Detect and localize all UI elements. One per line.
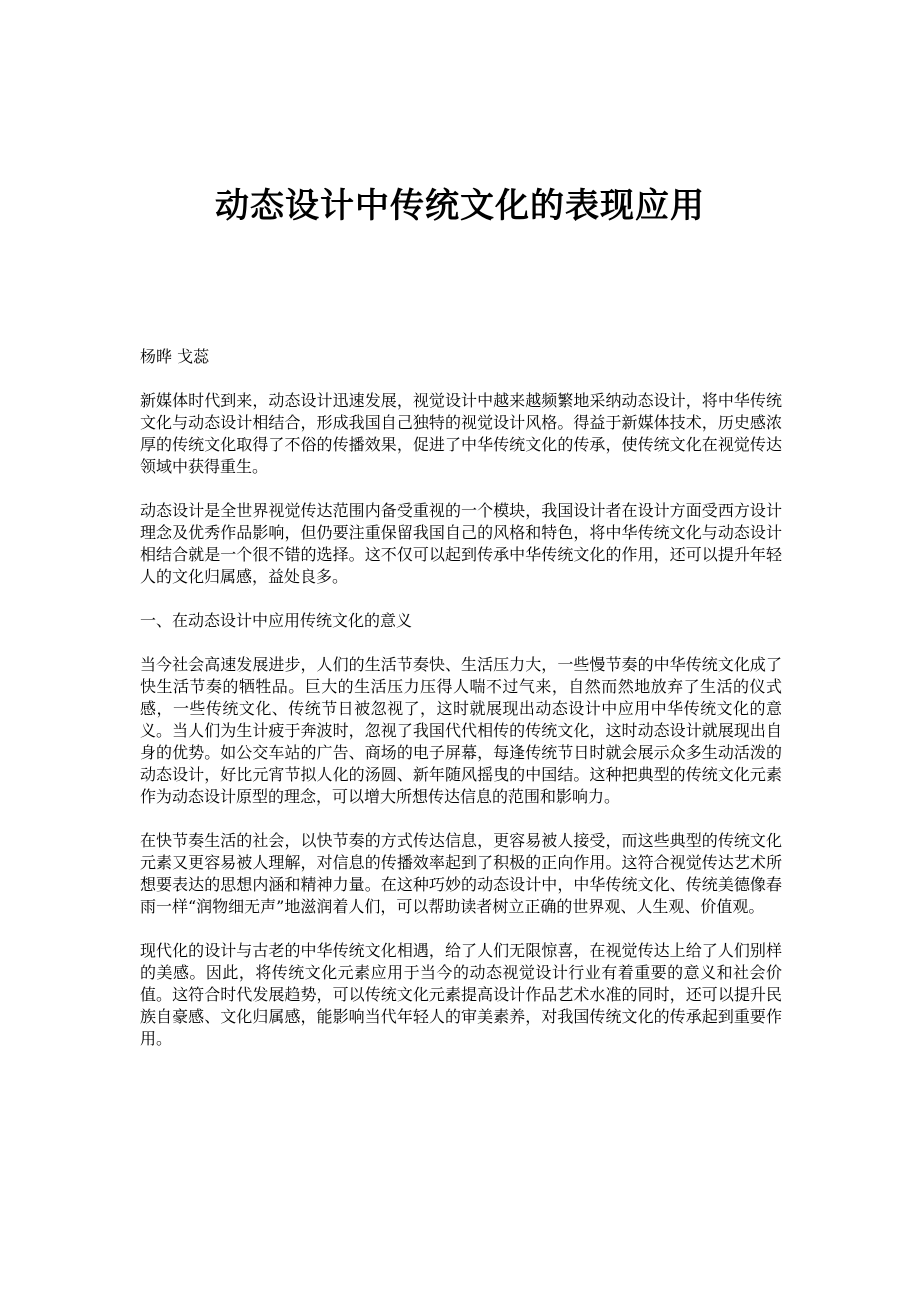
article-body [140, 346, 782, 1072]
page-title: 动态设计中传统文化的表现应用 [215, 186, 705, 226]
section-heading: 一、在动态设计中应用传统文化的意义 [140, 611, 413, 630]
paragraph: 当今社会高速发展进步，人们的生活节奏快、生活压力大，一些慢节奏的中华传统文化成了快生活节奏的牺牲品。巨大的生活压力压得人喘不过气来，自然而然地放弃了生活的仪式感，一些传统文化、传统节日被忽视了，这时就展现出动态设计中应用中华传统文化的意义。当人们为生计疲于奔波时，忽视了我国代代相传的传统文化，这时动态设计就展现出自身的优势。如公交车站的广告、商场的电子屏幕，每逢传统节日时就会展示众多生动活泼的动态设计，好比元宵节拟人化的汤圆、新年随风摇曳的中国结。这种把典型的传统文化元素作为动态设计原型的理念，可以增大所想传达信息的范围和影响力。 [140, 655, 782, 806]
paragraph: 在快节奏生活的社会，以快节奏的方式传达信息，更容易被人接受，而这些典型的传统文化元素又更容易被人理解，对信息的传播效率起到了积极的正向作用。这符合视觉传达艺术所想要表达的思想内涵和精神力量。在这种巧妙的动态设计中，中华传统文化、传统美德像春雨一样“润物细无声”地滋润着人们，可以帮助读者树立正确的世界观、人生观、价值观。 [140, 831, 782, 916]
paragraph: 新媒体时代到来，动态设计迅速发展，视觉设计中越来越频繁地采纳动态设计，将中华传统文化与动态设计相结合，形成我国自己独特的视觉设计风格。得益于新媒体技术，历史感浓厚的传统文化取得了不俗的传播效果，促进了中华传统文化的传承，使传统文化在视觉传达领域中获得重生。 [140, 391, 782, 476]
author-line: 杨晔 戈蕊 [140, 347, 210, 366]
paragraph: 现代化的设计与古老的中华传统文化相遇，给了人们无限惊喜，在视觉传达上给了人们别样的美感。因此，将传统文化元素应用于当今的动态视觉设计行业有着重要的意义和社会价值。这符合时代发展趋势，可以传统文化元素提高设计作品艺术水准的同时，还可以提升民族自豪感、文化归属感，能影响当代年轻人的审美素养，对我国传统文化的传承起到重要作用。 [140, 941, 782, 1048]
paragraph: 动态设计是全世界视觉传达范围内备受重视的一个模块，我国设计者在设计方面受西方设计理念及优秀作品影响，但仍要注重保留我国自己的风格和特色，将中华传统文化与动态设计相结合就是一个很不错的选择。这不仅可以起到传承中华传统文化的作用，还可以提升年轻人的文化归属感，益处良多。 [140, 501, 782, 586]
